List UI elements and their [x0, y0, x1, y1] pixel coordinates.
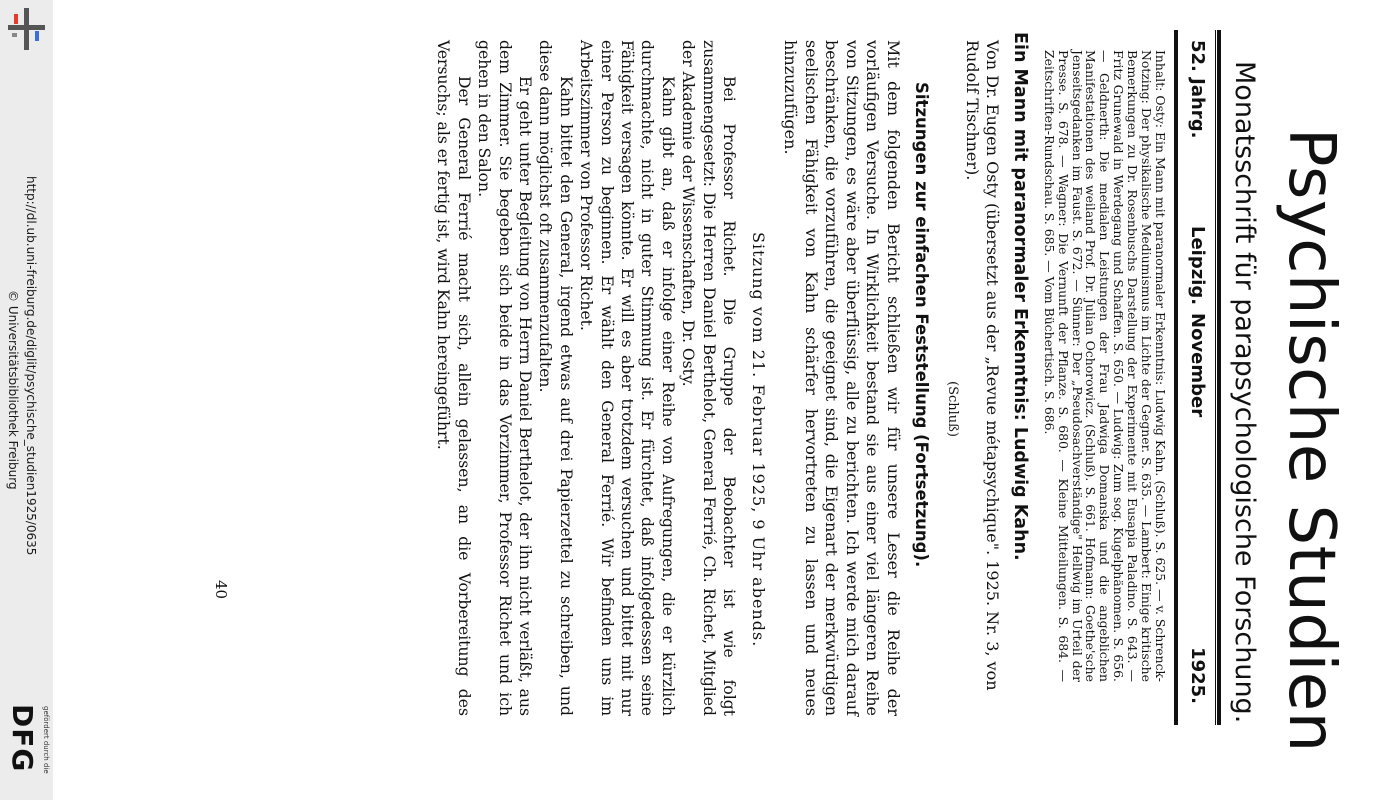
copyright-notice: © Universitätsbibliothek Freiburg [6, 290, 20, 490]
journal-title: Psychische Studien [1274, 128, 1348, 753]
year-label: 1925. [1187, 647, 1208, 704]
article-body [433, 40, 739, 716]
masthead-rule-top [1217, 30, 1221, 725]
article-byline: Von Dr. Eugen Osty (übersetzt aus der „Revue métapsychique". 1925. Nr. 3, von Rudolf Tischner). [963, 40, 1002, 691]
body-paragraph: Bei Professor Richet. Die Gruppe der Beobachter ist wie folgt zusammengesetzt: Die Herren Daniel Berthelot, General Ferrié, Ch. Richet, Mitglied der Akademie der Wissenschaften, Dr. Osty. [679, 40, 738, 716]
place-label: Leipzig. [1187, 226, 1208, 306]
intro-paragraph: Mit dem folgenden Bericht schließen wir für unsere Leser die Reihe der vorläufigen Versuche. In Wirklichkeit bestand sie aus einer viel längeren Reihe von Sitzungen, es wäre aber überflüssig, alle zu berichten. Ich werde mich darauf beschränken, die vorzuführen, die geeignet sind, die Eigenart der merkwürdigen seelischen Fähigkeit von Kahn schärfer hervortreten zu lassen und neues hinzuzufügen. [781, 40, 903, 716]
scanned-page [130, 32, 1348, 762]
body-paragraph: Er geht unter Begleitung von Herrn Daniel Berthelot, der ihn nicht verläßt, aus dem Zimmer. Sie begeben sich beide in das Vorzimmer, Professor Richet und ich gehen in den Salon. [475, 40, 534, 716]
section-heading: Sitzungen zur einfachen Feststellung (Fortsetzung). [912, 82, 931, 568]
viewer-sidebar [0, 0, 53, 800]
article-note: (Schluß) [945, 381, 960, 437]
page-number: 40 [212, 580, 230, 600]
dfg-funding-note: gefördert durch die [42, 706, 50, 774]
table-of-contents: Inhalt: Osty: Ein Mann mit paranormaler Erkenntnis: Ludwig Kahn. (Schluß). S. 625. — v. Schrenck-Notzing: Der physikalische Mediumismus im Lichte der Gegner. S. 635. — Lambert: Einige kritische Bemerkungen zu Dr. Rosenbuschs Darstellung der Experimente mit Eusapia Paladino. S. 643. — Fritz Grunewald in Werdegang und Schaffen. S. 650. — Ludwig: Zum sog. Kugelphänomen. S. 656. — Geldnerth: Die medialen Leistungen der Frau Jadwiga Domanska und die angeblichen Manifestationen des weiland Prof. Dr. Julian Ochorowicz. (Schluß). S. 661. Hofmann: Goethe'sche Jenseitsgedanken im Faust. S. 672. — Sünner: Der „Pseudosachverständige" Hellwig im Urteil der Presse. S. 678. — Wagner: Die Vernunft der Pflanze. S. 680. — Kleine Mitteilungen. S. 684. — Zeitschriften-Rundschau. S. 685. — Vom Büchertisch. S. 686. [1041, 50, 1168, 682]
month-label: November [1187, 313, 1208, 418]
journal-subtitle: Monatsschrift für parapsychologische Forschung. [1229, 61, 1260, 724]
dfg-logo: DFG [6, 704, 39, 773]
volume-label: 52. Jahrg. [1187, 40, 1208, 139]
masthead-rule-thin [1215, 30, 1216, 725]
masthead-rule-bottom [1174, 30, 1178, 725]
body-paragraph: Kahn gibt an, daß er infolge einer Reihe von Aufregungen, die er kürzlich durchmachte, nicht in guter Stimmung ist. Er fürchtet, daß infolgedessen seine Fähigkeit versagen könnte. Er will es aber trotzdem versuchen und bittet mit nur einer Person zu beginnen. Er wählt den General Ferrié. Wir befinden uns im Arbeitszimmer von Professor Richet. [577, 40, 677, 716]
masthead [1182, 40, 1208, 704]
body-paragraph: Kahn bittet den General, irgend etwas auf drei Papierzettel zu schreiben, und diese dann möglichst oft zusammenzufalten. [536, 40, 575, 716]
body-paragraph: Der General Ferrié macht sich, allein gelassen, an die Vorbereitung des Versuchs; als er fertig ist, wird Kahn hereingeführt. [434, 40, 473, 716]
session-heading: Sitzung vom 21. Februar 1925, 9 Uhr abends. [749, 232, 768, 648]
article-title: Ein Mann mit paranormaler Erkenntnis: Ludwig Kahn. [1010, 32, 1030, 561]
source-url[interactable]: http://dl.ub.uni-freiburg.de/diglit/psychische_studien1925/0635 [24, 176, 38, 556]
digilit-logo-icon[interactable] [4, 6, 49, 52]
